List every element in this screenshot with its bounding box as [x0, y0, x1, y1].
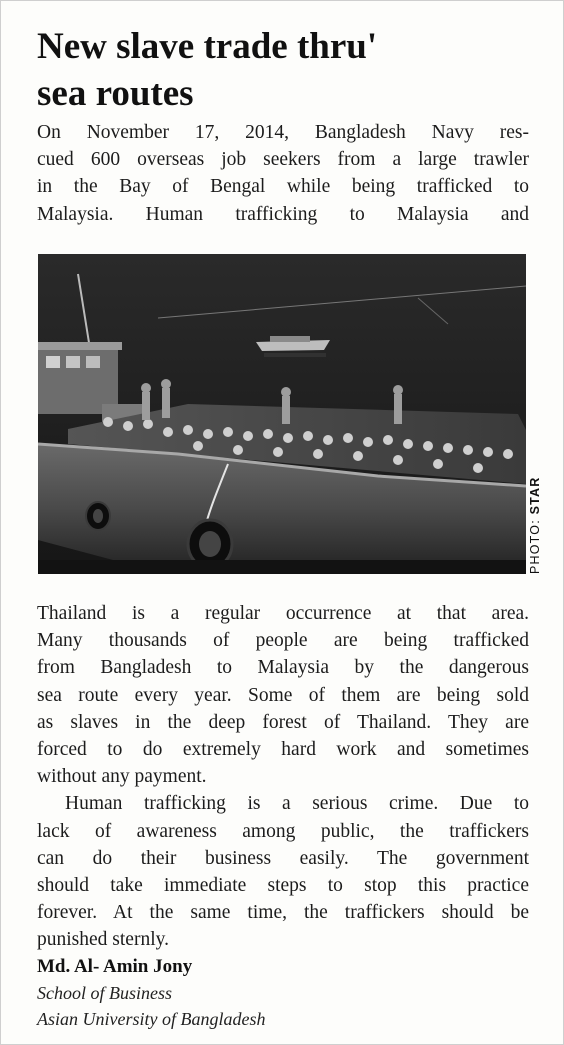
body-line: as slaves in the deep forest of Thailand. They are	[37, 711, 529, 733]
body-line: cued 600 overseas job seekers from a large trawler	[37, 149, 529, 171]
body-line: Human trafficking is a serious crime. Due to	[65, 793, 529, 815]
photo-credit-source: STAR	[528, 476, 542, 515]
body-line: without any payment.	[37, 766, 207, 788]
headline-line-1: New slave trade thru'	[37, 26, 378, 67]
body-line: On November 17, 2014, Bangladesh Navy res-	[37, 122, 529, 143]
body-line: punished sternly.	[37, 929, 169, 951]
body-line: Many thousands of people are being trafficked	[37, 630, 529, 652]
headline	[37, 23, 537, 117]
body-line: should take immediate steps to stop this practice	[37, 875, 529, 897]
author-affiliation-school: School of Business	[37, 983, 172, 1003]
letter-signature	[37, 954, 265, 1032]
body-line: from Bangladesh to Malaysia by the dangerous	[37, 657, 529, 679]
photo-credit-prefix: PHOTO:	[528, 514, 542, 574]
intro-paragraph	[37, 119, 529, 228]
body-line: lack of awareness among public, the traffickers	[37, 820, 529, 842]
body-line: in the Bay of Bengal while being trafficked to	[37, 176, 529, 198]
news-photo-trawler	[38, 254, 526, 574]
headline-line-2: sea routes	[37, 73, 194, 114]
photo-credit	[527, 477, 543, 574]
body-line: forever. At the same time, the traffickers should be	[37, 902, 529, 924]
body-line: can do their business easily. The government	[37, 847, 529, 869]
body-line: Thailand is a regular occurrence at that area.	[37, 603, 529, 624]
continuation-paragraphs	[37, 600, 529, 954]
body-line: forced to do extremely hard work and sometimes	[37, 739, 529, 761]
author-affiliation-university: Asian University of Bangladesh	[37, 1009, 266, 1029]
body-line: sea route every year. Some of them are being sold	[37, 684, 529, 706]
author-name: Md. Al- Amin Jony	[37, 956, 193, 977]
body-line: Malaysia. Human trafficking to Malaysia and	[37, 203, 529, 225]
